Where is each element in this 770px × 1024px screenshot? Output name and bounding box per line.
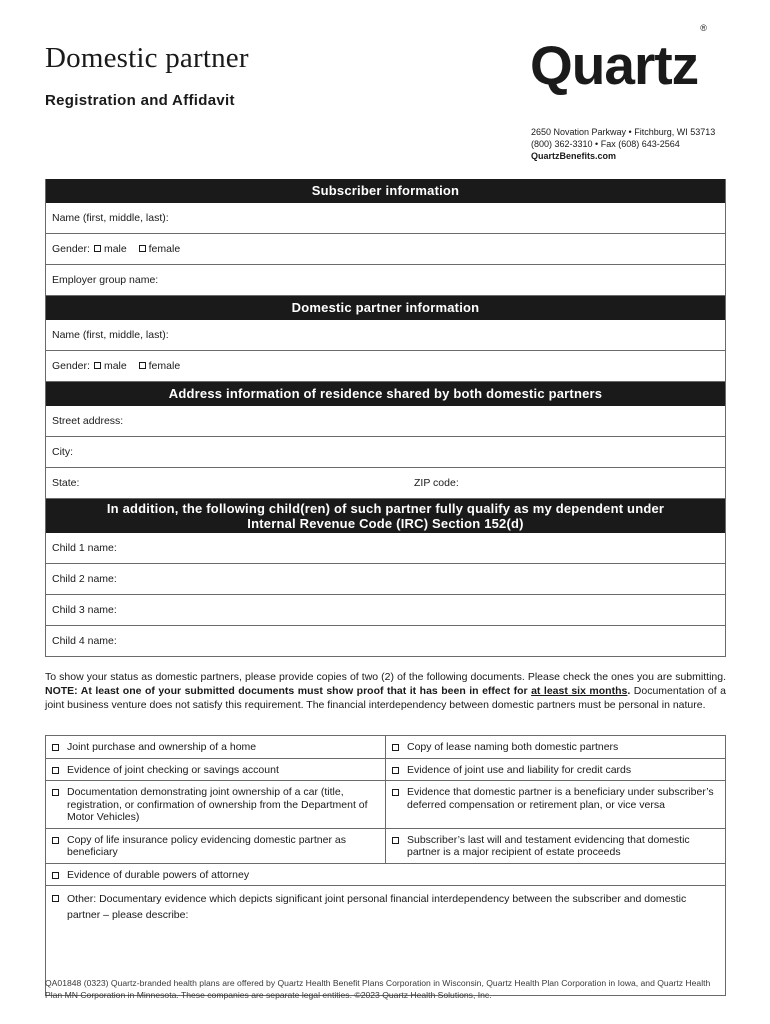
doc-car-label: Documentation demonstrating joint ownership of a car (title, registration, or confirmation of ownership from the Department of Motor Vehicles): [67, 786, 368, 823]
child-2-field[interactable]: [46, 564, 725, 595]
child-2-label: Child 2 name:: [52, 573, 117, 585]
subscriber-male-checkbox[interactable]: [94, 245, 101, 252]
employer-group-label: Employer group name:: [52, 274, 159, 286]
doc-home-label: Joint purchase and ownership of a home: [67, 741, 257, 753]
doc-attorney-checkbox[interactable]: [52, 872, 59, 879]
state-zip-row[interactable]: [46, 468, 725, 499]
subscriber-female-checkbox[interactable]: [139, 245, 146, 252]
street-address-text: 2650 Novation Parkway • Fitchburg, WI 53713: [531, 127, 716, 137]
doc-life-insurance-checkbox[interactable]: [52, 837, 59, 844]
city-label: City:: [52, 446, 73, 458]
partner-male-label: male: [103, 360, 127, 372]
doc-lease-label: Copy of lease naming both domestic partners: [407, 741, 619, 753]
child-4-label: Child 4 name:: [52, 635, 117, 647]
footer-legal-text: QA01848 (0323) Quartz-branded health plans are offered by Quartz Health Benefit Plans Corporation in Wisconsin, Quartz Health Plan Corporation in Iowa, and Quartz Health Plan MN Corporation in Minnesota. These companies are separate legal entities. ©2023 Quartz Health Solutions, Inc.: [45, 978, 711, 1000]
doc-option-home: [46, 736, 385, 758]
doc-life-insurance-label: Copy of life insurance policy evidencing domestic partner as beneficiary: [67, 833, 346, 858]
partner-female-label: female: [148, 360, 181, 372]
subscriber-gender-row: [46, 234, 725, 265]
children-heading-line2: Internal Revenue Code (IRC) Section 152(d): [247, 516, 524, 531]
docs-row: [46, 736, 725, 759]
doc-other-checkbox[interactable]: [52, 895, 59, 902]
registered-mark: ®: [700, 22, 706, 33]
section-header-address: Address information of residence shared by both domestic partners: [46, 382, 725, 406]
instructions-note: NOTE: At least one of your submitted documents must show proof that it has been in effect for: [45, 685, 528, 697]
child-3-label: Child 3 name:: [52, 604, 117, 616]
doc-beneficiary-checkbox[interactable]: [392, 789, 399, 796]
doc-account-label: Evidence of joint checking or savings account: [67, 763, 279, 776]
city-field[interactable]: [46, 437, 725, 468]
doc-car-checkbox[interactable]: [52, 789, 59, 796]
instructions-note-period: .: [627, 685, 631, 697]
section-header-partner: Domestic partner information: [46, 296, 725, 320]
street-address-field[interactable]: [46, 406, 725, 437]
registration-form: [45, 179, 726, 657]
partner-gender-label: Gender:: [52, 360, 90, 372]
child-3-field[interactable]: [46, 595, 725, 626]
child-4-field[interactable]: [46, 626, 725, 657]
subscriber-name-field[interactable]: [46, 203, 725, 234]
state-label: State:: [52, 477, 80, 489]
doc-other-label: Other: Documentary evidence which depicts significant joint personal financial interdependency between the subscriber and domestic partner – please describe:: [67, 893, 687, 921]
partner-female-checkbox[interactable]: [139, 362, 146, 369]
children-heading-line1: In addition, the following child(ren) of such partner fully qualify as my dependent under: [106, 501, 665, 516]
doc-lease-checkbox[interactable]: [392, 744, 399, 751]
partner-gender-row: [46, 351, 725, 382]
doc-option-credit: [385, 759, 725, 781]
doc-account-checkbox[interactable]: [52, 767, 59, 774]
doc-option-account: [46, 759, 385, 781]
doc-option-will: [385, 829, 725, 863]
doc-option-lease: [385, 736, 725, 758]
subscriber-name-label: Name (first, middle, last):: [52, 212, 169, 224]
doc-credit-label: Evidence of joint use and liability for credit cards: [407, 763, 632, 776]
subscriber-male-label: male: [103, 243, 127, 255]
doc-option-beneficiary: [385, 781, 725, 828]
doc-beneficiary-label: Evidence that domestic partner is a beneficiary under subscriber’s deferred compensation or retirement plan, or vice versa: [407, 786, 714, 811]
doc-credit-checkbox[interactable]: [392, 767, 399, 774]
logo-text: Quartz: [530, 34, 699, 96]
instructions-part2: Documentation of a joint business venture does not satisfy this requirement. The financial interdependency between domestic partners must be personal in nature.: [45, 685, 726, 711]
zip-code-label: ZIP code:: [414, 477, 459, 489]
partner-name-label: Name (first, middle, last):: [52, 329, 169, 341]
docs-row: [46, 829, 725, 864]
child-1-field[interactable]: [46, 533, 725, 564]
page-subtitle: Registration and Affidavit: [45, 92, 235, 109]
doc-will-label: Subscriber’s last will and testament evidencing that domestic partner is a major recipient of estate proceeds: [407, 833, 690, 858]
partner-name-field[interactable]: [46, 320, 725, 351]
website-text: QuartzBenefits.com: [531, 151, 617, 161]
subscriber-female-label: female: [148, 243, 181, 255]
employer-group-field[interactable]: [46, 265, 725, 296]
instructions-part1: To show your status as domestic partners, please provide copies of two (2) of the following documents. Please check the ones you are submitting.: [45, 671, 726, 683]
docs-row: [46, 759, 725, 782]
doc-option-car: [46, 781, 385, 828]
partner-male-checkbox[interactable]: [94, 362, 101, 369]
quartz-logo: [530, 22, 706, 96]
doc-option-life-insurance: [46, 829, 385, 863]
doc-option-attorney: [46, 864, 725, 886]
page-title: Domestic partner: [45, 42, 249, 74]
documents-checklist: [45, 735, 726, 996]
street-address-label: Street address:: [52, 415, 124, 427]
contact-block: [531, 126, 715, 162]
section-header-subscriber: Subscriber information: [46, 179, 725, 203]
child-1-label: Child 1 name:: [52, 542, 117, 554]
instructions-paragraph: [45, 670, 726, 712]
phone-fax-text: (800) 362-3310 • Fax (608) 643-2564: [531, 139, 680, 149]
instructions-note-underline: at least six months: [531, 685, 628, 697]
doc-will-checkbox[interactable]: [392, 837, 399, 844]
doc-attorney-label: Evidence of durable powers of attorney: [67, 868, 250, 881]
subscriber-gender-label: Gender:: [52, 243, 90, 255]
docs-row: [46, 781, 725, 829]
doc-home-checkbox[interactable]: [52, 744, 59, 751]
section-header-children: [46, 499, 725, 533]
docs-row: [46, 864, 725, 887]
